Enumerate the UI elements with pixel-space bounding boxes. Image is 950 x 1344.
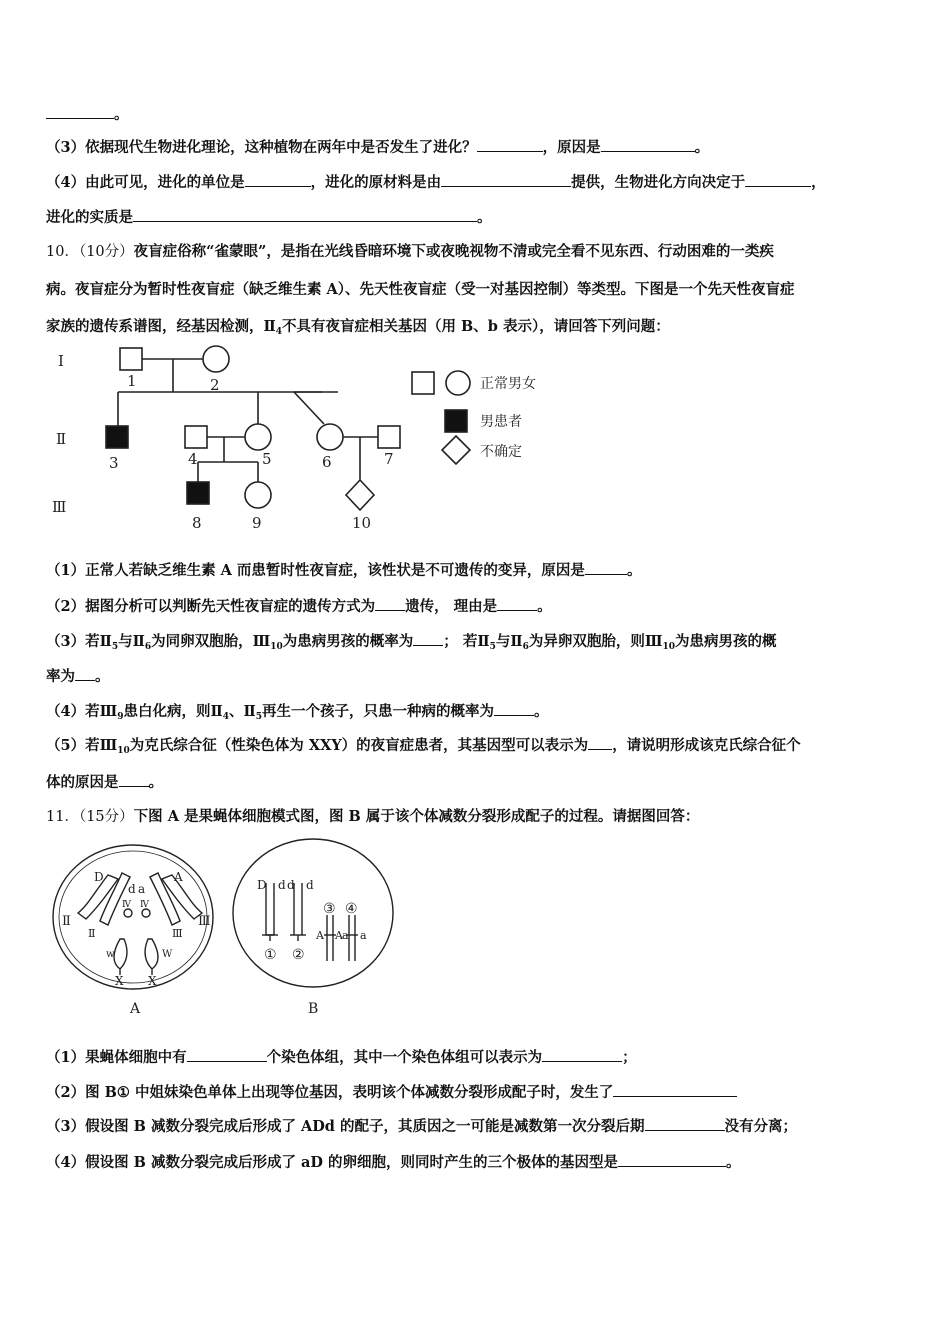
individual-II7-male	[378, 426, 400, 448]
gene-label: a	[138, 882, 146, 896]
chromosome-label: X	[148, 974, 157, 988]
fruit-fly-cell-figures	[48, 835, 398, 1020]
chromosome-II-right	[100, 873, 130, 925]
generation-label-II: Ⅱ	[56, 430, 67, 448]
answer-blank[interactable]	[375, 596, 405, 611]
individual-III10-uncertain	[346, 480, 374, 510]
pedigree-chart	[40, 340, 600, 535]
answer-blank[interactable]	[601, 137, 695, 152]
legend-patient-label: 男患者	[480, 414, 522, 430]
chromosome-X-right	[145, 939, 158, 969]
gene-label: d	[128, 882, 136, 896]
chromosome-label: Ⅱ	[62, 914, 71, 929]
answer-blank[interactable]	[46, 104, 114, 119]
chromosome-label: Ⅱ	[88, 927, 96, 940]
chromosome-label: Ⅲ	[172, 927, 183, 940]
chromosome-B2	[294, 883, 302, 935]
gene-label: D	[257, 878, 267, 892]
gene-label: d	[306, 878, 314, 892]
individual-number: 6	[322, 453, 332, 471]
individual-number: 1	[127, 372, 137, 390]
chromosome-label: Ⅲ	[198, 914, 211, 929]
gene-label: a	[360, 929, 367, 942]
figure-label-B: B	[308, 1001, 319, 1017]
individual-II4-male	[185, 426, 207, 448]
figure-label-A: A	[130, 1001, 141, 1017]
individual-number: 8	[192, 514, 202, 532]
answer-blank[interactable]	[133, 207, 477, 222]
q11-part2: （2）图 B① 中姐妹染色单体上出现等位基因，表明该个体减数分裂形成配子时，发生了	[46, 1082, 737, 1103]
chromosome-label: X	[115, 974, 124, 988]
answer-blank[interactable]	[119, 772, 149, 787]
q10-part4: （4）若$Ⅲ_9$患白化病，则$Ⅱ_4$、$Ⅱ_5$再生一个孩子，只患一种病的概率为 。	[46, 703, 549, 722]
answer-blank[interactable]	[745, 172, 811, 187]
q11-part3: （3）假设图 B 减数分裂完成后形成了 ADd 的配子，其质因之一可能是减数第一次分裂后期 没有分离；	[46, 1118, 797, 1135]
individual-number: 5	[262, 450, 272, 468]
chromosome-X-left	[114, 939, 127, 969]
individual-III8-male-patient	[187, 482, 209, 504]
individual-II3-male-patient	[106, 426, 128, 448]
legend-normal-label: 正常男女	[480, 376, 536, 392]
answer-blank[interactable]	[588, 735, 612, 750]
individual-III9-female	[245, 482, 271, 508]
answer-blank[interactable]	[245, 172, 311, 187]
gene-label: d	[278, 878, 286, 892]
chromosome-B4	[349, 915, 355, 961]
q10-intro-line1: 10．（10分）夜盲症俗称“雀蒙眼”，是指在光线昏暗环境下或夜晚视物不清或完全看不见东西、行动困难的一类疾	[46, 243, 774, 260]
chromosome-label: Ⅳ	[122, 900, 131, 910]
individual-number: 9	[252, 514, 262, 532]
answer-blank[interactable]	[618, 1152, 726, 1167]
answer-blank[interactable]	[413, 631, 443, 646]
gene-label: D	[94, 870, 104, 884]
answer-blank[interactable]	[542, 1047, 622, 1062]
chromatid-number: ②	[292, 947, 305, 963]
generation-label-I: Ⅰ	[58, 352, 64, 370]
chromosome-IV-right	[142, 909, 150, 917]
individual-II5-female	[245, 424, 271, 450]
answer-blank[interactable]	[497, 596, 537, 611]
chromatid-number: ④	[345, 901, 358, 917]
chromosome-B3	[327, 915, 333, 961]
chromatid-number: ③	[323, 901, 336, 917]
q10-part2: （2）据图分析可以判断先天性夜盲症的遗传方式为 遗传， 理由是 。	[46, 598, 552, 615]
answer-blank[interactable]	[477, 137, 543, 152]
question-number: 10．（10分）	[46, 244, 134, 260]
individual-I2-female	[203, 346, 229, 372]
legend-male-symbol	[412, 372, 434, 394]
legend-female-symbol	[446, 371, 470, 395]
individual-number: 2	[210, 376, 220, 394]
chromosome-IV-left	[124, 909, 132, 917]
answer-blank[interactable]	[613, 1082, 737, 1097]
chromosome-label: Ⅳ	[140, 900, 149, 910]
answer-blank[interactable]	[441, 172, 571, 187]
q9-part4-cont: 进化的实质是 。	[46, 209, 492, 226]
q11-intro: 11．（15分）下图 A 是果蝇体细胞模式图，图 B 属于该个体减数分裂形成配子的过程。请据图回答：	[46, 808, 700, 825]
q10-part3-cont: 率为 。	[46, 668, 110, 685]
chromatid-number: ①	[264, 947, 277, 963]
q11-part4: （4）假设图 B 减数分裂完成后形成了 aD 的卵细胞，则同时产生的三个极体的基因型是 。	[46, 1154, 741, 1171]
q9-part4: （4）由此可见，进化的单位是 ，进化的原材料是由 提供，生物进化方向决定于 ，	[46, 174, 826, 191]
q10-part5-cont: 体的原因是 。	[46, 774, 163, 791]
gene-label: A	[316, 929, 324, 942]
q10-intro-line2: 病。夜盲症分为暂时性夜盲症（缺乏维生素 A）、先天性夜盲症（受一对基因控制）等类型。下图是一个先天性夜盲症	[46, 281, 795, 298]
legend-unknown-label: 不确定	[480, 444, 522, 460]
gene-label: A	[174, 870, 183, 884]
generation-label-III: Ⅲ	[52, 498, 67, 516]
answer-blank[interactable]	[75, 666, 95, 681]
prev-answer-line: 。	[46, 104, 129, 125]
individual-number: 3	[109, 454, 119, 472]
q10-part1: （1）正常人若缺乏维生素 A 而患暂时性夜盲症，该性状是不可遗传的变异，原因是 。	[46, 562, 642, 579]
chromosome-B1	[266, 883, 274, 935]
cell-A-outline	[53, 845, 213, 989]
q9-part3: （3）依据现代生物进化理论，这种植物在两年中是否发生了进化？ ，原因是 。	[46, 139, 710, 156]
legend-unknown-symbol	[442, 436, 470, 464]
individual-number: 7	[384, 450, 394, 468]
gene-label: A	[335, 929, 343, 942]
gene-label: W	[162, 949, 173, 960]
individual-II6-female	[317, 424, 343, 450]
individual-number: 10	[352, 514, 372, 532]
q11-part1: （1）果蝇体细胞中有 个染色体组，其中一个染色体组可以表示为 ；	[46, 1049, 637, 1066]
individual-number: 4	[188, 450, 198, 468]
answer-blank[interactable]	[494, 701, 534, 716]
answer-blank[interactable]	[645, 1116, 725, 1131]
legend-patient-symbol	[445, 410, 467, 432]
gene-label: w	[106, 949, 115, 960]
answer-blank[interactable]	[187, 1047, 267, 1062]
answer-blank[interactable]	[585, 560, 627, 575]
cell-B-outline	[233, 839, 393, 987]
gene-label: d	[287, 878, 295, 892]
question-number: 11．（15分）	[46, 809, 134, 825]
q10-part3: （3）若$Ⅱ_5$与$Ⅱ_6$为同卵双胞胎，$Ⅲ_{10}$为患病男孩的概率为 ； 若$Ⅱ_5$与$Ⅱ_6$为异卵双胞胎，则$Ⅲ_{10}$为患病男孩的概	[46, 633, 777, 652]
gene-label: a	[342, 929, 349, 942]
q10-intro-line3: 家族的遗传系谱图，经基因检测，$Ⅱ_4$不具有夜盲症相关基因（用 B、b 表示），请回答下列问题：	[46, 318, 670, 337]
individual-I1-male	[120, 348, 142, 370]
q10-part5: （5）若$Ⅲ_{10}$为克氏综合征（性染色体为 XXY）的夜盲症患者，其基因型可以表示为 ，请说明形成该克氏综合征个	[46, 737, 801, 756]
